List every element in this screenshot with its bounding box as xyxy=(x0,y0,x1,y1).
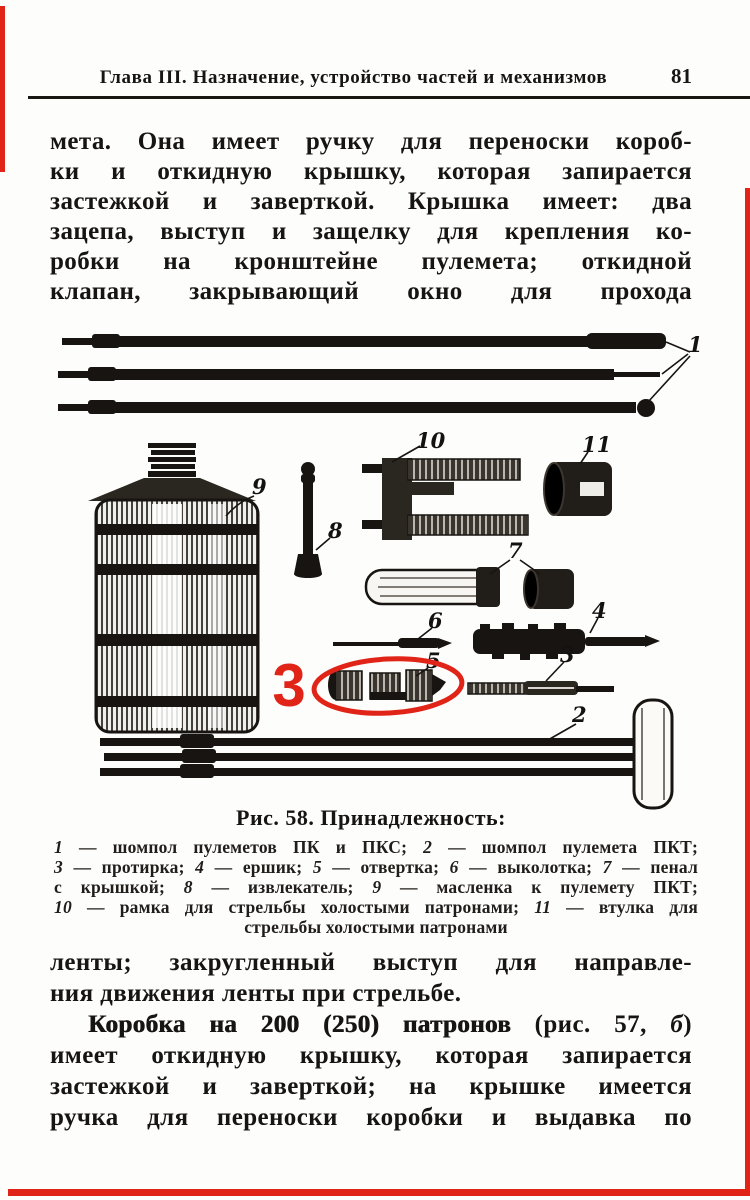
text-line: зацепа, выступ и защелку для крепления ко- xyxy=(50,218,692,245)
text-line: застежкой и заверткой; на крышке имеется xyxy=(50,1073,692,1100)
label-3: 3 xyxy=(560,642,575,667)
label-10: 10 xyxy=(416,428,446,453)
label-1: 1 xyxy=(688,332,703,357)
label-5: 5 xyxy=(426,648,441,673)
accessories-drawing xyxy=(40,312,710,812)
ramrods-pk-pks-illustration xyxy=(58,332,703,417)
label-6: 6 xyxy=(428,608,443,633)
red-scan-mark-right xyxy=(745,188,750,1194)
legend-line: 3 — протирка; 4 — ершик; 5 — отвертка; 6 — выколотка; 7 — пенал xyxy=(54,857,698,877)
blank-firing-frame-illustration xyxy=(362,428,528,540)
figure-58-illustration xyxy=(40,312,710,812)
label-11: 11 xyxy=(582,432,612,457)
text-line: ручка для переноски коробки и выдавка по xyxy=(50,1104,692,1131)
label-7: 7 xyxy=(508,538,523,563)
extractor-illustration xyxy=(294,462,343,578)
text-line: ния движения ленты при стрельбе. xyxy=(50,980,462,1007)
legend-line: с крышкой; 8 — извлекатель; 9 — масленка к пулемету ПКТ; xyxy=(54,877,699,897)
blank-firing-bushing-illustration xyxy=(544,432,612,516)
drift-punch-illustration xyxy=(333,608,452,649)
label-9: 9 xyxy=(252,474,267,499)
text-line: ленты; закругленный выступ для направле- xyxy=(50,949,692,976)
legend-line: 1 — шомпол пулеметов ПК и ПКС; 2 — шомпол пулемета ПКТ; xyxy=(54,837,698,857)
red-scan-mark-bottom xyxy=(8,1189,750,1196)
label-8: 8 xyxy=(328,518,343,543)
label-4: 4 xyxy=(592,598,607,623)
running-header xyxy=(50,64,692,89)
text-line: робки на кронштейне пулемета; откидной xyxy=(50,248,692,275)
legend-line: стрельбы холостыми патронами xyxy=(244,917,508,937)
text-line: Коробка на 200 (250) патронов (рис. 57, б) xyxy=(88,1011,692,1038)
text-line: имеет откидную крышку, которая запирается xyxy=(50,1042,692,1069)
text-line: застежкой и заверткой. Крышка имеет: два xyxy=(50,188,692,215)
figure-caption: Рис. 58. Принадлежность: xyxy=(236,805,506,830)
paragraph-bottom xyxy=(50,947,692,1133)
chapter-title: Глава III. Назначение, устройство частей и механизмов xyxy=(99,67,608,88)
header-rule xyxy=(28,96,750,99)
figure-legend xyxy=(54,837,698,937)
text-line: мета. Она имеет ручку для переноски короб- xyxy=(50,128,692,155)
text-line: клапан, закрывающий окно для прохода xyxy=(50,278,692,305)
text-line: ки и откидную крышку, которая запирается xyxy=(50,158,692,185)
red-annotation-number: 3 xyxy=(272,652,306,719)
label-2: 2 xyxy=(572,702,587,727)
oiler-can-illustration xyxy=(88,443,267,732)
page-number: 81 xyxy=(671,64,692,88)
pencase-illustration xyxy=(366,538,574,609)
paragraph-top xyxy=(50,127,692,307)
legend-line: 10 — рамка для стрельбы холостыми патронами; 11 — втулка для xyxy=(54,897,698,917)
screwdriver-illustration xyxy=(328,648,446,701)
red-scan-mark-left xyxy=(0,6,5,172)
